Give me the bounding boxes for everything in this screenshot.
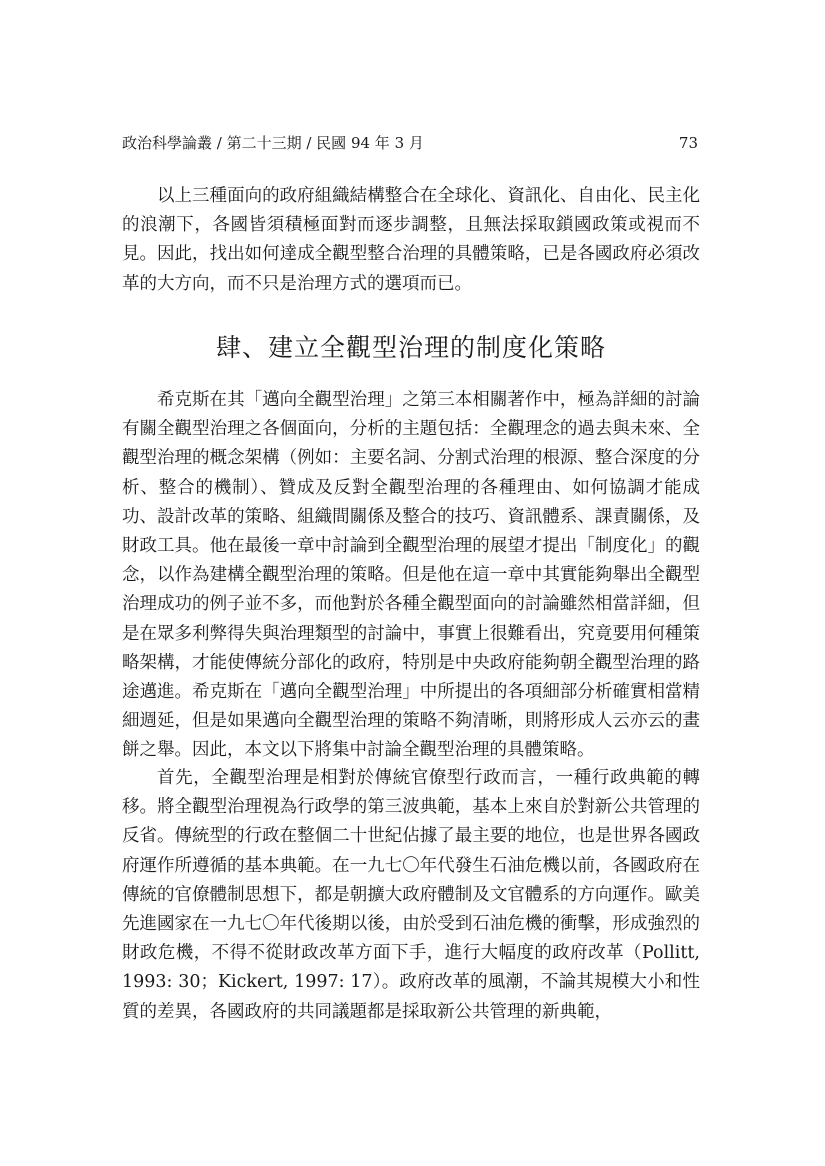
section-heading: 肆、建立全觀型治理的制度化策略 — [215, 333, 606, 362]
running-header — [122, 132, 698, 154]
body-paragraph-1: 以上三種面向的政府組織結構整合在全球化、資訊化、自由化、民主化的浪潮下，各國皆須積極面對而逐步調整，且無法採取鎖國政策或視而不見。因此，找出如何達成全觀型整合治理的具體策略，已是各國政府必須改革的大方向，而不只是治理方式的選項而已。 — [122, 186, 700, 294]
body-paragraph-2: 希克斯在其「邁向全觀型治理」之第三本相關著作中，極為詳細的討論有關全觀型治理之各個面向，分析的主題包括：全觀理念的過去與未來、全觀型治理的概念架構（例如：主要名詞、分割式治理的根源、整合深度的分析、整合的機制）、贊成及反對全觀型治理的各種理由、如何協調才能成功、設計改革的策略、組織間關係及整合的技巧、資訊體系、課責關係，及財政工具。他在最後一章中討論到全觀型治理的展望才提出「制度化」的觀念，以作為建構全觀型治理的策略。但是他在這一章中其實能夠舉出全觀型治理成功的例子並不多，而他對於各種全觀型面向的討論雖然相當詳細，但是在眾多利弊得失與治理類型的討論中，事實上很難看出，究竟要用何種策略架構，才能使傳統分部化的政府，特別是中央政府能夠朝全觀型治理的路途邁進。希克斯在「邁向全觀型治理」中所提出的各項細部分析確實相當精細週延，但是如果邁向全觀型治理的策略不夠清晰，則將形成人云亦云的畫餅之舉。因此，本文以下將集中討論全觀型治理的具體策略。 — [122, 390, 700, 761]
page-number: 73 — [678, 134, 698, 152]
body-paragraph-3: 首先，全觀型治理是相對於傳統官僚型行政而言，一種行政典範的轉移。將全觀型治理視為行政學的第三波典範，基本上來自於對新公共管理的反省。傳統型的行政在整個二十世紀佔據了最主要的地位，也是世界各國政府運作所遵循的基本典範。在一九七〇年代發生石油危機以前，各國政府在傳統的官僚體制思想下，都是朝擴大政府體制及文官體系的方向運作。歐美先進國家在一九七〇年代後期以後，由於受到石油危機的衝擊，形成強烈的財政危機，不得不從財政改革方面下手，進行大幅度的政府改革（Pollitt, 1993: 30；Kickert, 1997: 17）。政府改革的風潮，不論其規模大小和性質的差異，各國政府的共同議題都是採取新公共管理的新典範， — [122, 768, 700, 1022]
journal-citation: 政治科學論叢 / 第二十三期 / 民國 94 年 3 月 — [122, 134, 424, 152]
